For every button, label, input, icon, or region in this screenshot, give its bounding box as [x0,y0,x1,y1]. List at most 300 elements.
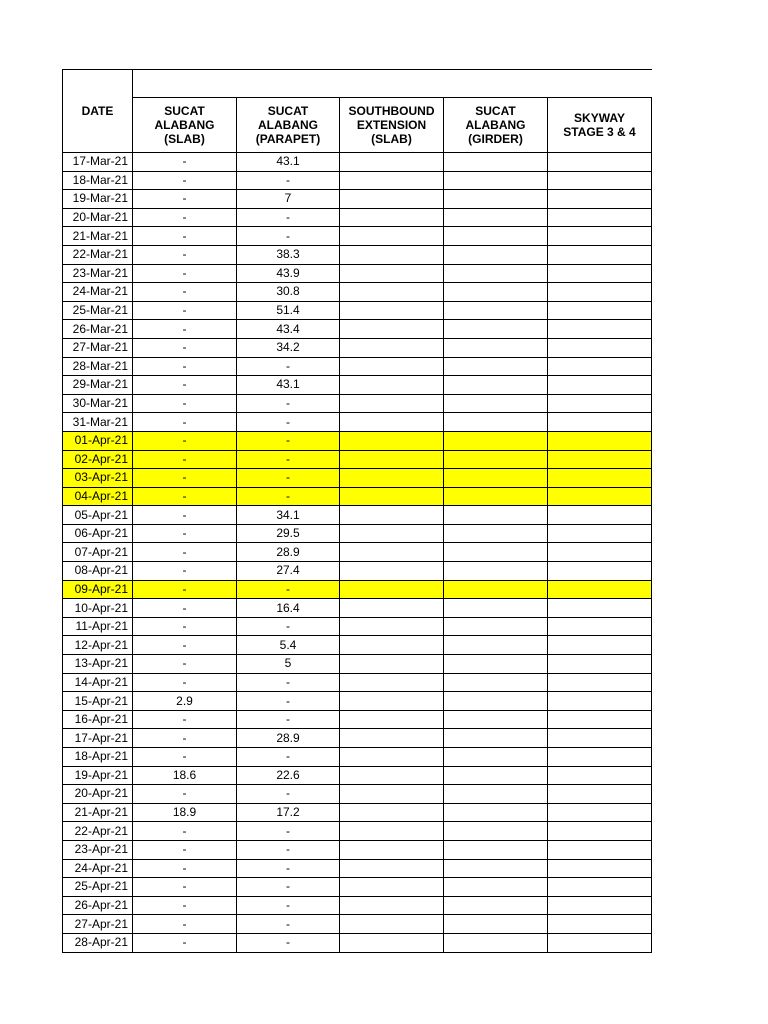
southbound-slab-cell[interactable] [340,896,444,915]
sucat-girder-cell[interactable] [444,338,548,357]
sucat-parapet-cell[interactable]: 51.4 [237,301,340,320]
date-cell[interactable]: 19-Mar-21 [63,190,133,209]
sucat-slab-cell[interactable]: - [133,190,237,209]
sucat-girder-cell[interactable] [444,227,548,246]
southbound-slab-cell[interactable] [340,190,444,209]
date-cell[interactable]: 09-Apr-21 [63,580,133,599]
sucat-girder-cell[interactable] [444,617,548,636]
sucat-girder-cell[interactable] [444,171,548,190]
skyway-cell[interactable] [548,413,652,432]
date-cell[interactable]: 02-Apr-21 [63,450,133,469]
skyway-cell[interactable] [548,915,652,934]
sucat-slab-cell[interactable]: - [133,915,237,934]
date-cell[interactable]: 29-Mar-21 [63,376,133,395]
sucat-parapet-cell[interactable]: 43.9 [237,264,340,283]
sucat-parapet-cell[interactable]: - [237,710,340,729]
table-row [63,896,652,915]
sucat-girder-cell[interactable] [444,766,548,785]
sucat-girder-cell[interactable] [444,878,548,897]
col-header-southbound-slab[interactable] [340,98,444,153]
table-row [63,636,652,655]
col-header-skyway[interactable] [548,98,652,153]
sucat-parapet-cell[interactable]: - [237,208,340,227]
skyway-cell[interactable] [548,655,652,674]
sucat-slab-cell[interactable]: 2.9 [133,692,237,711]
skyway-cell[interactable] [548,562,652,581]
date-cell[interactable]: 16-Apr-21 [63,710,133,729]
southbound-slab-cell[interactable] [340,673,444,692]
sucat-parapet-cell[interactable]: 28.9 [237,729,340,748]
sucat-girder-cell[interactable] [444,673,548,692]
sucat-parapet-cell[interactable]: - [237,487,340,506]
sucat-girder-cell[interactable] [444,599,548,618]
sucat-slab-cell[interactable]: - [133,245,237,264]
sucat-girder-cell[interactable] [444,636,548,655]
sucat-slab-cell[interactable]: - [133,487,237,506]
skyway-cell[interactable] [548,692,652,711]
sucat-parapet-cell[interactable]: 7 [237,190,340,209]
sucat-girder-cell[interactable] [444,450,548,469]
southbound-slab-cell[interactable] [340,153,444,172]
skyway-cell[interactable] [548,748,652,767]
sucat-girder-cell[interactable] [444,413,548,432]
date-cell[interactable]: 01-Apr-21 [63,431,133,450]
sucat-girder-cell[interactable] [444,729,548,748]
skyway-cell[interactable] [548,208,652,227]
sucat-parapet-cell[interactable]: 5 [237,655,340,674]
sucat-girder-cell[interactable] [444,487,548,506]
concrete-pour-table [62,69,652,953]
southbound-slab-cell[interactable] [340,840,444,859]
sucat-girder-cell[interactable] [444,469,548,488]
sucat-slab-cell[interactable]: - [133,840,237,859]
table-row [63,599,652,618]
sucat-slab-cell[interactable]: - [133,729,237,748]
skyway-cell[interactable] [548,729,652,748]
date-cell[interactable]: 06-Apr-21 [63,524,133,543]
table-row [63,933,652,952]
date-cell[interactable]: 28-Apr-21 [63,933,133,952]
table-row [63,320,652,339]
table-row [63,822,652,841]
sucat-parapet-cell[interactable]: - [237,673,340,692]
skyway-cell[interactable] [548,636,652,655]
sucat-slab-cell[interactable]: - [133,636,237,655]
southbound-slab-cell[interactable] [340,710,444,729]
sucat-girder-cell[interactable] [444,692,548,711]
southbound-slab-cell[interactable] [340,283,444,302]
sucat-slab-cell[interactable]: - [133,357,237,376]
date-cell[interactable]: 24-Apr-21 [63,859,133,878]
date-cell[interactable]: 23-Mar-21 [63,264,133,283]
skyway-cell[interactable] [548,506,652,525]
skyway-cell[interactable] [548,171,652,190]
table-row [63,859,652,878]
sucat-parapet-cell[interactable]: - [237,450,340,469]
sucat-slab-cell[interactable]: - [133,469,237,488]
southbound-slab-cell[interactable] [340,748,444,767]
col-header-sucat-slab[interactable] [133,98,237,153]
col-header-line: (PARAPET) [255,132,321,146]
date-cell[interactable]: 11-Apr-21 [63,617,133,636]
sucat-parapet-cell[interactable]: - [237,227,340,246]
sucat-girder-cell[interactable] [444,580,548,599]
date-cell[interactable]: 22-Mar-21 [63,245,133,264]
sucat-parapet-cell[interactable]: 16.4 [237,599,340,618]
southbound-slab-cell[interactable] [340,413,444,432]
table-row [63,543,652,562]
southbound-slab-cell[interactable] [340,431,444,450]
date-cell[interactable]: 19-Apr-21 [63,766,133,785]
skyway-cell[interactable] [548,822,652,841]
southbound-slab-cell[interactable] [340,803,444,822]
sucat-girder-cell[interactable] [444,506,548,525]
sucat-girder-cell[interactable] [444,431,548,450]
skyway-cell[interactable] [548,803,652,822]
southbound-slab-cell[interactable] [340,933,444,952]
sucat-slab-cell[interactable]: - [133,413,237,432]
date-cell[interactable]: 18-Mar-21 [63,171,133,190]
southbound-slab-cell[interactable] [340,655,444,674]
skyway-cell[interactable] [548,543,652,562]
southbound-slab-cell[interactable] [340,599,444,618]
date-cell[interactable]: 04-Apr-21 [63,487,133,506]
skyway-cell[interactable] [548,487,652,506]
sucat-slab-cell[interactable]: - [133,376,237,395]
skyway-cell[interactable] [548,376,652,395]
date-cell[interactable]: 21-Mar-21 [63,227,133,246]
table-row [63,190,652,209]
date-cell[interactable]: 21-Apr-21 [63,803,133,822]
sucat-slab-cell[interactable]: - [133,580,237,599]
date-cell[interactable]: 27-Mar-21 [63,338,133,357]
date-cell[interactable]: 20-Mar-21 [63,208,133,227]
southbound-slab-cell[interactable] [340,227,444,246]
sucat-parapet-cell[interactable]: - [237,617,340,636]
sucat-slab-cell[interactable]: - [133,450,237,469]
sucat-parapet-cell[interactable]: 28.9 [237,543,340,562]
sucat-parapet-cell[interactable]: - [237,859,340,878]
sucat-parapet-cell[interactable]: - [237,469,340,488]
skyway-cell[interactable] [548,710,652,729]
sucat-slab-cell[interactable]: - [133,822,237,841]
table-row [63,785,652,804]
date-header-cell[interactable] [63,70,133,153]
sucat-girder-cell[interactable] [444,543,548,562]
southbound-slab-cell[interactable] [340,878,444,897]
skyway-cell[interactable] [548,617,652,636]
date-cell[interactable]: 26-Mar-21 [63,320,133,339]
date-cell[interactable]: 20-Apr-21 [63,785,133,804]
skyway-cell[interactable] [548,264,652,283]
sucat-slab-cell[interactable]: - [133,227,237,246]
col-header-line: (SLAB) [164,132,205,146]
table-row [63,710,652,729]
sucat-parapet-cell[interactable]: - [237,933,340,952]
sucat-slab-cell[interactable]: - [133,208,237,227]
sucat-slab-cell[interactable]: - [133,301,237,320]
skyway-cell[interactable] [548,766,652,785]
sucat-slab-cell[interactable]: - [133,506,237,525]
southbound-slab-cell[interactable] [340,171,444,190]
sucat-slab-cell[interactable]: - [133,320,237,339]
sucat-parapet-cell[interactable]: - [237,748,340,767]
southbound-slab-cell[interactable] [340,524,444,543]
southbound-slab-cell[interactable] [340,617,444,636]
skyway-cell[interactable] [548,896,652,915]
sucat-parapet-cell[interactable]: 27.4 [237,562,340,581]
southbound-slab-cell[interactable] [340,450,444,469]
southbound-slab-cell[interactable] [340,301,444,320]
southbound-slab-cell[interactable] [340,469,444,488]
sucat-girder-cell[interactable] [444,710,548,729]
sucat-parapet-cell[interactable]: 43.1 [237,153,340,172]
skyway-cell[interactable] [548,431,652,450]
date-cell[interactable]: 12-Apr-21 [63,636,133,655]
sucat-slab-cell[interactable]: 18.6 [133,766,237,785]
sucat-parapet-cell[interactable]: 43.1 [237,376,340,395]
southbound-slab-cell[interactable] [340,692,444,711]
sucat-girder-cell[interactable] [444,822,548,841]
date-cell[interactable]: 08-Apr-21 [63,562,133,581]
sucat-slab-cell[interactable]: - [133,878,237,897]
skyway-cell[interactable] [548,190,652,209]
sucat-parapet-cell[interactable]: 43.4 [237,320,340,339]
skyway-cell[interactable] [548,301,652,320]
southbound-slab-cell[interactable] [340,636,444,655]
sucat-slab-cell[interactable]: - [133,655,237,674]
southbound-slab-cell[interactable] [340,394,444,413]
date-cell[interactable]: 23-Apr-21 [63,840,133,859]
date-cell[interactable]: 18-Apr-21 [63,748,133,767]
sucat-girder-cell[interactable] [444,245,548,264]
sucat-girder-cell[interactable] [444,803,548,822]
date-cell[interactable]: 30-Mar-21 [63,394,133,413]
sucat-slab-cell[interactable]: - [133,264,237,283]
skyway-cell[interactable] [548,599,652,618]
col-header-line: (GIRDER) [468,132,523,146]
southbound-slab-cell[interactable] [340,376,444,395]
table-row [63,394,652,413]
sucat-parapet-cell[interactable]: 5.4 [237,636,340,655]
sucat-girder-cell[interactable] [444,264,548,283]
sucat-girder-cell[interactable] [444,394,548,413]
sucat-parapet-cell[interactable]: - [237,896,340,915]
sucat-parapet-cell[interactable]: 22.6 [237,766,340,785]
table-row [63,264,652,283]
sucat-girder-cell[interactable] [444,655,548,674]
sucat-slab-cell[interactable]: - [133,748,237,767]
southbound-slab-cell[interactable] [340,859,444,878]
date-cell[interactable]: 25-Mar-21 [63,301,133,320]
southbound-slab-cell[interactable] [340,264,444,283]
date-cell[interactable]: 24-Mar-21 [63,283,133,302]
skyway-cell[interactable] [548,524,652,543]
date-cell[interactable]: 27-Apr-21 [63,915,133,934]
table-row [63,245,652,264]
sucat-girder-cell[interactable] [444,153,548,172]
sucat-girder-cell[interactable] [444,859,548,878]
skyway-cell[interactable] [548,469,652,488]
southbound-slab-cell[interactable] [340,785,444,804]
sucat-parapet-cell[interactable]: - [237,394,340,413]
sucat-slab-cell[interactable]: - [133,599,237,618]
date-cell[interactable]: 25-Apr-21 [63,878,133,897]
col-header-line: SOUTHBOUND [348,104,435,118]
skyway-cell[interactable] [548,153,652,172]
sucat-girder-cell[interactable] [444,896,548,915]
sucat-parapet-cell[interactable]: - [237,785,340,804]
sucat-slab-cell[interactable]: - [133,562,237,581]
table-row [63,748,652,767]
skyway-cell[interactable] [548,450,652,469]
sucat-slab-cell[interactable]: - [133,431,237,450]
table-row [63,878,652,897]
sucat-parapet-cell[interactable]: 30.8 [237,283,340,302]
sucat-girder-cell[interactable] [444,357,548,376]
date-cell[interactable]: 17-Apr-21 [63,729,133,748]
skyway-cell[interactable] [548,859,652,878]
table-row [63,227,652,246]
southbound-slab-cell[interactable] [340,562,444,581]
sucat-parapet-cell[interactable]: - [237,580,340,599]
skyway-cell[interactable] [548,580,652,599]
sucat-parapet-cell[interactable]: - [237,171,340,190]
skyway-cell[interactable] [548,840,652,859]
sucat-girder-cell[interactable] [444,562,548,581]
sucat-girder-cell[interactable] [444,283,548,302]
header-row [63,98,652,153]
sucat-parapet-cell[interactable]: - [237,878,340,897]
southbound-slab-cell[interactable] [340,320,444,339]
sucat-parapet-cell[interactable]: 38.3 [237,245,340,264]
southbound-slab-cell[interactable] [340,506,444,525]
date-cell[interactable]: 03-Apr-21 [63,469,133,488]
sucat-girder-cell[interactable] [444,748,548,767]
date-cell[interactable]: 31-Mar-21 [63,413,133,432]
sucat-slab-cell[interactable]: - [133,896,237,915]
table-row [63,766,652,785]
sucat-parapet-cell[interactable]: - [237,431,340,450]
header-spacer-row [63,70,652,98]
sucat-parapet-cell[interactable]: - [237,357,340,376]
table-row [63,562,652,581]
date-cell[interactable]: 14-Apr-21 [63,673,133,692]
table-row-highlighted [63,450,652,469]
sucat-girder-cell[interactable] [444,301,548,320]
sucat-slab-cell[interactable]: - [133,283,237,302]
table-row [63,506,652,525]
southbound-slab-cell[interactable] [340,580,444,599]
sucat-parapet-cell[interactable]: 17.2 [237,803,340,822]
sucat-parapet-cell[interactable]: - [237,840,340,859]
sucat-girder-cell[interactable] [444,933,548,952]
southbound-slab-cell[interactable] [340,487,444,506]
sucat-girder-cell[interactable] [444,840,548,859]
sucat-slab-cell[interactable]: - [133,171,237,190]
southbound-slab-cell[interactable] [340,543,444,562]
sucat-slab-cell[interactable]: - [133,673,237,692]
skyway-cell[interactable] [548,673,652,692]
skyway-cell[interactable] [548,785,652,804]
skyway-cell[interactable] [548,357,652,376]
sucat-parapet-cell[interactable]: 34.1 [237,506,340,525]
skyway-cell[interactable] [548,933,652,952]
table-row [63,915,652,934]
southbound-slab-cell[interactable] [340,822,444,841]
sucat-slab-cell[interactable]: - [133,338,237,357]
sucat-slab-cell[interactable]: - [133,543,237,562]
sucat-slab-cell[interactable]: - [133,785,237,804]
southbound-slab-cell[interactable] [340,729,444,748]
date-cell[interactable]: 17-Mar-21 [63,153,133,172]
southbound-slab-cell[interactable] [340,766,444,785]
skyway-cell[interactable] [548,320,652,339]
sucat-slab-cell[interactable]: - [133,394,237,413]
table-row [63,153,652,172]
sucat-slab-cell[interactable]: - [133,524,237,543]
table-row-highlighted [63,469,652,488]
sucat-girder-cell[interactable] [444,320,548,339]
southbound-slab-cell[interactable] [340,245,444,264]
table-body [63,153,652,953]
date-cell[interactable]: 10-Apr-21 [63,599,133,618]
sucat-slab-cell[interactable]: - [133,153,237,172]
sucat-slab-cell[interactable]: - [133,859,237,878]
southbound-slab-cell[interactable] [340,338,444,357]
date-cell[interactable]: 22-Apr-21 [63,822,133,841]
skyway-cell[interactable] [548,245,652,264]
date-cell[interactable]: 07-Apr-21 [63,543,133,562]
sucat-slab-cell[interactable]: - [133,710,237,729]
sucat-girder-cell[interactable] [444,190,548,209]
date-cell[interactable]: 15-Apr-21 [63,692,133,711]
sucat-slab-cell[interactable]: 18.9 [133,803,237,822]
table-row [63,655,652,674]
sucat-girder-cell[interactable] [444,524,548,543]
skyway-cell[interactable] [548,227,652,246]
skyway-cell[interactable] [548,338,652,357]
sucat-slab-cell[interactable]: - [133,617,237,636]
skyway-cell[interactable] [548,878,652,897]
sucat-parapet-cell[interactable]: - [237,915,340,934]
date-cell[interactable]: 28-Mar-21 [63,357,133,376]
skyway-cell[interactable] [548,283,652,302]
skyway-cell[interactable] [548,394,652,413]
table-row-highlighted [63,431,652,450]
col-header-sucat-parapet[interactable] [237,98,340,153]
sucat-parapet-cell[interactable]: - [237,822,340,841]
date-cell[interactable]: 13-Apr-21 [63,655,133,674]
sucat-girder-cell[interactable] [444,376,548,395]
sucat-girder-cell[interactable] [444,208,548,227]
date-cell[interactable]: 26-Apr-21 [63,896,133,915]
southbound-slab-cell[interactable] [340,915,444,934]
col-header-line: SUCAT ALABANG [258,104,318,132]
sucat-girder-cell[interactable] [444,915,548,934]
sucat-parapet-cell[interactable]: 29.5 [237,524,340,543]
header-blank-cell[interactable] [133,70,652,98]
sucat-parapet-cell[interactable]: - [237,692,340,711]
sucat-girder-cell[interactable] [444,785,548,804]
southbound-slab-cell[interactable] [340,208,444,227]
sucat-parapet-cell[interactable]: - [237,413,340,432]
southbound-slab-cell[interactable] [340,357,444,376]
sucat-parapet-cell[interactable]: 34.2 [237,338,340,357]
col-header-sucat-girder[interactable] [444,98,548,153]
date-cell[interactable]: 05-Apr-21 [63,506,133,525]
sucat-slab-cell[interactable]: - [133,933,237,952]
